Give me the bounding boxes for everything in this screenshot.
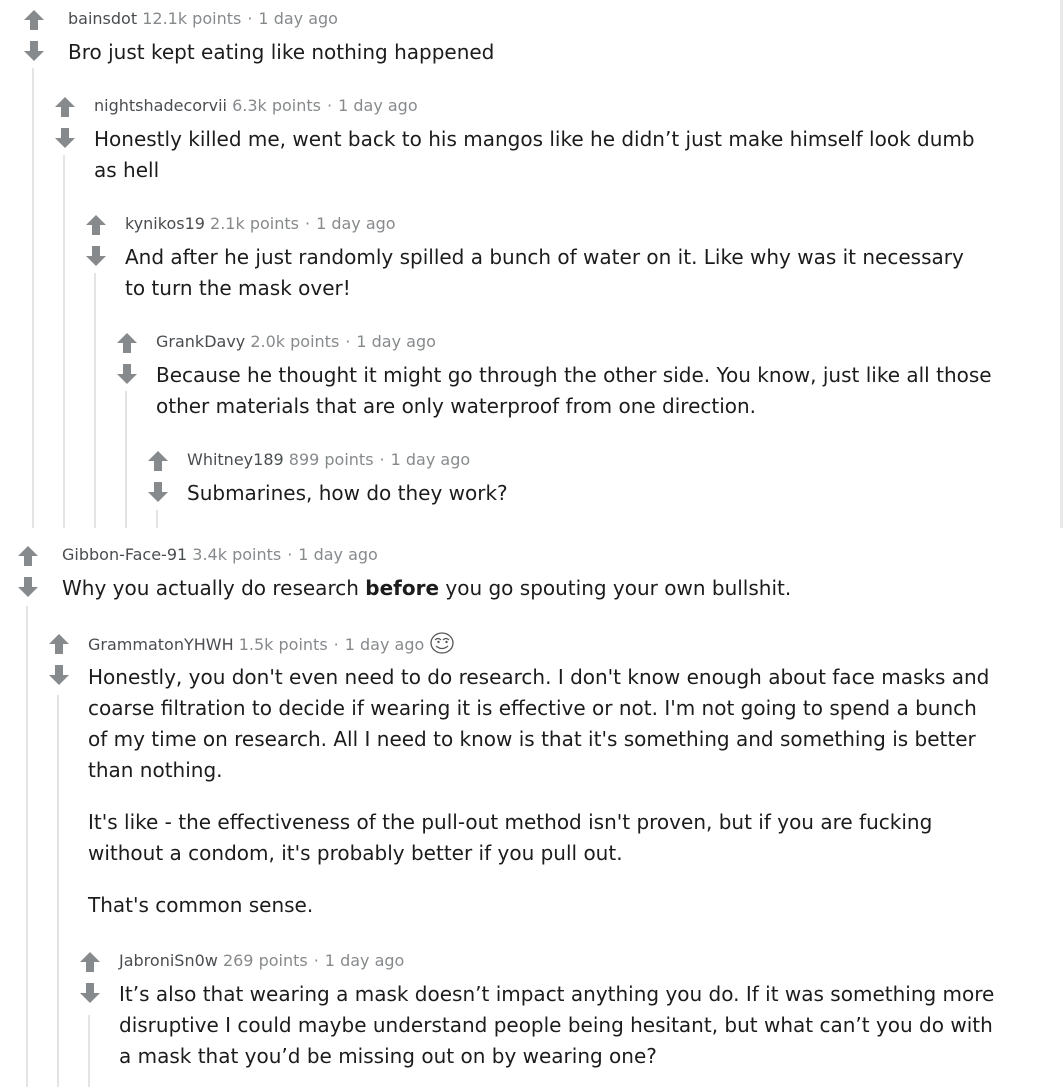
separator: · (327, 96, 333, 115)
upvote-arrow-icon[interactable] (54, 97, 76, 117)
comment-author[interactable]: nightshadecorvii (94, 96, 227, 115)
comment-meta (88, 632, 454, 660)
comment-time[interactable]: 1 day ago (324, 951, 405, 970)
comment-author[interactable]: GrankDavy (156, 332, 246, 351)
comment-time[interactable]: 1 day ago (344, 635, 425, 654)
thread-line[interactable] (156, 510, 158, 528)
comment-points: 6.3k points (232, 96, 321, 115)
upvote-arrow-icon[interactable] (85, 215, 107, 235)
comment-body (94, 124, 994, 186)
comment-points: 1.5k points (238, 635, 328, 654)
separator: · (345, 332, 351, 351)
comment-meta (125, 213, 396, 235)
comment-text: Honestly killed me, went back to his mangos like he didn’t just make himself look dumb as hell (94, 127, 975, 182)
comment-body (88, 662, 998, 921)
comment-time[interactable]: 1 day ago (356, 332, 436, 351)
comment-text-part: Why you actually do research (62, 576, 366, 600)
comment-text: Submarines, how do they work? (187, 481, 508, 505)
thread-line[interactable] (125, 391, 127, 528)
comment-author[interactable]: kynikos19 (125, 214, 205, 233)
comment-time[interactable]: 1 day ago (316, 214, 396, 233)
upvote-arrow-icon[interactable] (147, 451, 169, 471)
comment-paragraph: Honestly, you don't even need to do research. I don't know enough about face masks and coarse filtration to decide if wearing it is effective or not. I'm not going to spend a bunch of my time on research. All I need to know is that it's something and something is better than nothing. (88, 665, 990, 782)
separator: · (247, 9, 253, 28)
downvote-arrow-icon[interactable] (116, 364, 138, 384)
comment-points: 12.1k points (142, 9, 242, 28)
comment-text: It’s also that wearing a mask doesn’t impact anything you do. If it was something more disruptive I could maybe understand people being hesitant, but what can’t you do with a mask that you’d be missing out on by wearing one? (119, 982, 995, 1068)
comment-meta (156, 331, 436, 353)
comment-body (187, 478, 987, 509)
downvote-arrow-icon[interactable] (79, 983, 101, 1003)
comment-points: 3.4k points (192, 545, 282, 564)
comment-meta (94, 95, 418, 117)
comment-body (62, 573, 1042, 604)
comment-author[interactable]: Whitney189 (187, 450, 284, 469)
downvote-arrow-icon[interactable] (54, 128, 76, 148)
comment-author[interactable]: JabroniSn0w (119, 951, 218, 970)
comment-meta (187, 449, 470, 471)
downvote-arrow-icon[interactable] (85, 246, 107, 266)
comment-author[interactable]: Gibbon-Face-91 (62, 545, 188, 564)
comment-paragraph: It's like - the effectiveness of the pull-out method isn't proven, but if you are fucking without a condom, it's probably better if you pull out. (88, 810, 933, 865)
upvote-arrow-icon[interactable] (79, 952, 101, 972)
separator: · (333, 635, 339, 654)
comment-text-part: you go spouting your own bullshit. (439, 576, 792, 600)
comment-text-bold: before (365, 576, 440, 600)
comment-meta (62, 544, 378, 566)
comment-time[interactable]: 1 day ago (298, 545, 378, 564)
comment-meta (68, 8, 338, 30)
comment-points: 2.0k points (250, 332, 340, 351)
upvote-arrow-icon[interactable] (17, 546, 39, 566)
downvote-arrow-icon[interactable] (17, 577, 39, 597)
thread-line[interactable] (26, 606, 28, 1087)
separator: · (304, 214, 311, 233)
separator: · (287, 545, 293, 564)
comment-author[interactable]: GrammatonYHWH (88, 635, 234, 654)
comment-text: Bro just kept eating like nothing happened (68, 40, 495, 64)
comment-body (156, 360, 1006, 422)
comment-body (68, 37, 1018, 68)
downvote-arrow-icon[interactable] (48, 665, 70, 685)
separator: · (313, 951, 319, 970)
comment-meta (119, 950, 404, 972)
comment-text: Because he thought it might go through the other side. You know, just like all those other materials that are only waterproof from one direction. (156, 363, 992, 418)
comment-time[interactable]: 1 day ago (258, 9, 338, 28)
thread-line[interactable] (63, 155, 65, 528)
comment-time[interactable]: 1 day ago (338, 96, 418, 115)
comment-points: 2.1k points (210, 214, 299, 233)
comment-points: 899 points (288, 450, 374, 469)
thread-line[interactable] (94, 273, 96, 528)
comment-text (62, 573, 1042, 604)
upvote-arrow-icon[interactable] (116, 333, 138, 353)
separator: · (379, 450, 385, 469)
thread-line[interactable] (57, 695, 59, 1087)
comment-paragraph: That's common sense. (88, 893, 314, 917)
thread-line[interactable] (32, 68, 34, 528)
face-emoji-icon (430, 632, 454, 660)
comment-body (125, 242, 985, 304)
downvote-arrow-icon[interactable] (23, 41, 45, 61)
comment-body (119, 979, 999, 1072)
comment-time[interactable]: 1 day ago (390, 450, 471, 469)
downvote-arrow-icon[interactable] (147, 482, 169, 502)
comment-points: 269 points (222, 951, 308, 970)
comment-text: And after he just randomly spilled a bunch of water on it. Like why was it necessary to turn the mask over! (125, 245, 964, 300)
comment-author[interactable]: bainsdot (68, 9, 138, 28)
thread-line[interactable] (88, 1015, 90, 1087)
upvote-arrow-icon[interactable] (23, 10, 45, 30)
upvote-arrow-icon[interactable] (48, 634, 70, 654)
